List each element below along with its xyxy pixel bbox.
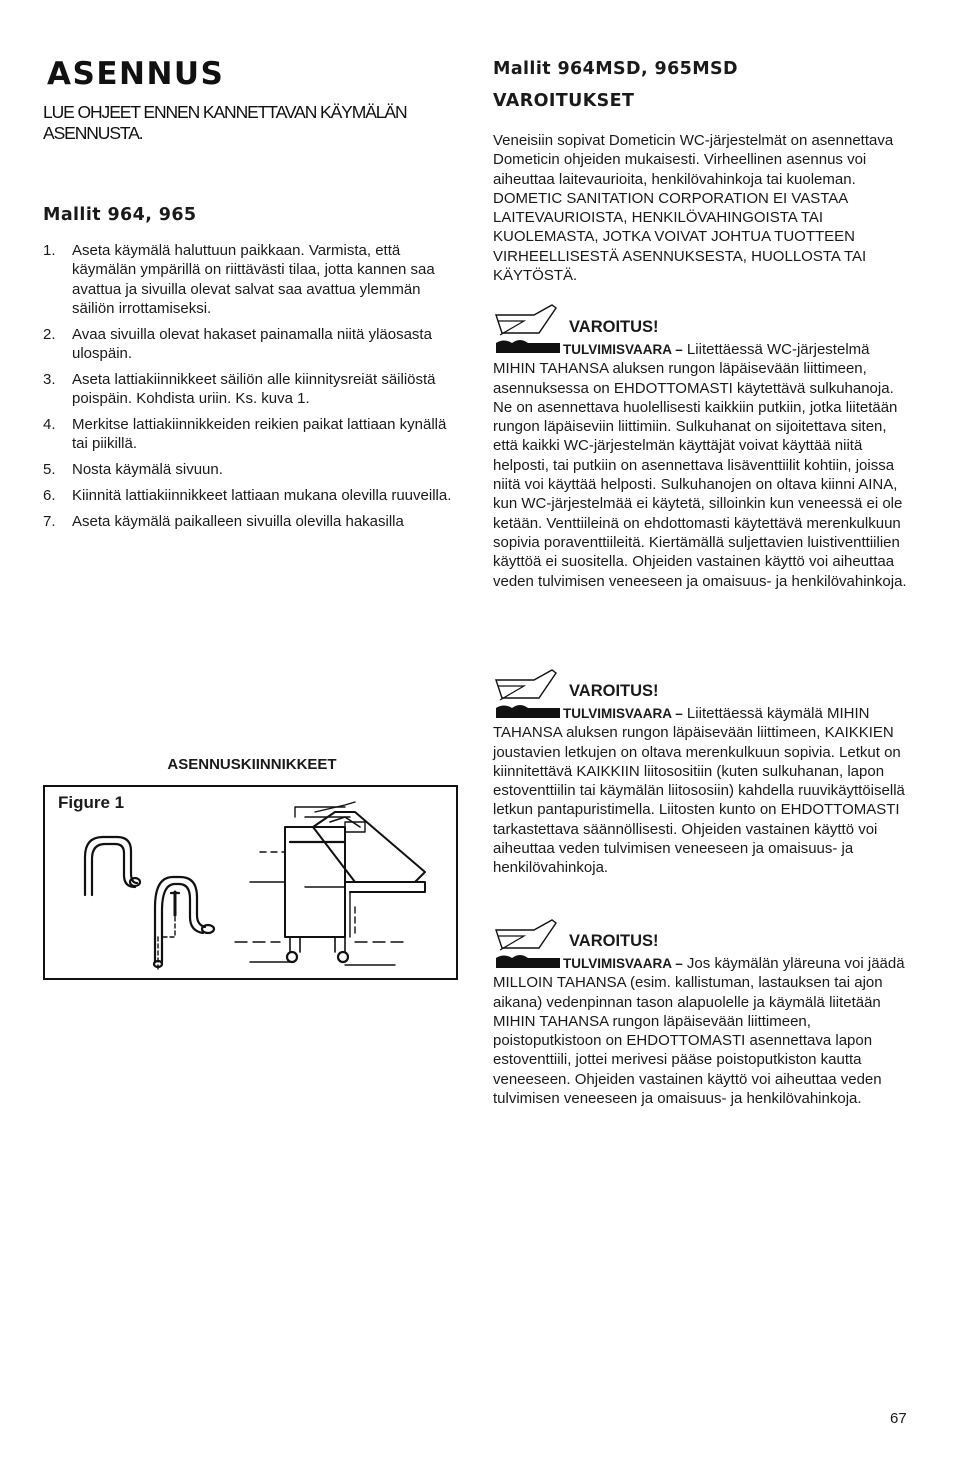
intro-instruction: LUE OHJEET ENNEN KANNETTAVAN KÄYMÄLÄN ASENNUSTA. xyxy=(43,102,407,143)
step-text: Aseta lattiakiinnikkeet säiliön alle kiinnitysreiät säiliöstä poispäin. Kohdista uriin. Ks. kuva 1. xyxy=(72,370,436,408)
step-number: 5. xyxy=(43,460,56,478)
figure-1-box xyxy=(43,785,458,980)
page-number: 67 xyxy=(890,1410,907,1427)
step-number: 2. xyxy=(43,325,56,343)
step-text: Nosta käymälä sivuun. xyxy=(72,460,223,478)
models-heading-right: Mallit 964MSD, 965MSD xyxy=(493,59,738,79)
warning-text xyxy=(493,340,911,591)
step-text: Kiinnitä lattiakiinnikkeet lattiaan mukana olevilla ruuveilla. xyxy=(72,486,452,504)
step-number: 4. xyxy=(43,415,56,433)
warning-body: Liitettäessä WC-järjestelmä MIHIN TAHANSA aluksen rungon läpäisevään liittimeen, asennuksessa on EHDOTTOMASTI käytettävä sulkuhanoja. Ne on asennettava huolellisesti kaikkiin putkiin, jotka liitetään rungon läpäiseviin liittimiin. Sulkuhanat on sijoitettava siten, että kaikki WC-järjestelmän käyttäjät voivat käyttää niitä helposti, tai putkiin on asennettava lisäventtiilit kohtiin, joissa niitä voi käyttää helposti. Sulkuhanojen on oltava kiinni AINA, kun WC-järjestelmää ei käytetä, silloinkin kun veneessä ei ole ketään. Venttiileinä on ehdottomasti käytettävä merenkulkuun sopivia poraventtiileitä. Kiertämällä suljettavien luistiventtiilien käyttöä ei suositella. Ohjeiden vastainen käyttö voi aiheuttaa veden tulvimisen veneeseen ja omaisuus- ja henkilövahinkoja. xyxy=(493,341,907,590)
warning-heading: VAROITUS! xyxy=(569,932,659,950)
step-number: 1. xyxy=(43,242,56,259)
step-number: 3. xyxy=(43,370,56,388)
step-text: Aseta käymälä haluttuun paikkaan. Varmista, että käymälän ympärillä on riittävästi tilaa, jotta kannen saa avattua ja sivuilla olevat salvat saa avattua ylemmän säiliön irrottamiseksi. xyxy=(72,242,435,317)
floor-bracket-illustration xyxy=(45,787,456,978)
warnings-intro-paragraph: Veneisiin sopivat Dometicin WC-järjestelmät on asennettava Dometicin ohjeiden mukaisesti. Virheellinen asennus voi aiheuttaa laitevaurioita, henkilövahinkoja tai kuoleman. DOMETIC SANITATION CORPORATION EI VASTAA LAITEVAURIOISTA, HENKILÖVAHINGOISTA TAI KUOLEMASTA, JOTKA VOIVAT JOHTUA TUOTTEEN VIRHEELLISESTÄ ASENNUKSESTA, HUOLLOSTA TAI KÄYTÖSTÄ. xyxy=(493,132,894,285)
warning-heading: VAROITUS! xyxy=(569,318,659,336)
list-item xyxy=(43,241,461,318)
models-heading-left: Mallit 964, 965 xyxy=(43,205,197,225)
figure-label: Figure 1 xyxy=(58,793,125,812)
list-item xyxy=(43,486,461,505)
list-item xyxy=(43,460,461,479)
page-title: ASENNUS xyxy=(47,56,225,92)
warning-lead: TULVIMISVAARA – xyxy=(563,956,683,971)
installation-steps xyxy=(43,241,461,537)
list-item xyxy=(43,370,461,409)
step-number: 6. xyxy=(43,486,56,504)
list-item xyxy=(43,512,461,531)
warning-body: Jos käymälän yläreuna voi jäädä MILLOIN TAHANSA (esim. kallistuman, lastauksen tai ajon aikana) vedenpinnan tason alapuolelle ja käymälä liitetään MIHIN TAHANSA rungon läpäisevään liittimeen, poistoputkistoon on EHDOTTOMASTI asennettava lapon estoventtiili, jottei merivesi pääse poistoputkiston kautta veneeseen. Ohjeiden vastainen käyttö voi aiheuttaa veden tulvimisen veneeseen ja omaisuus- ja henkilövahinkoja. xyxy=(493,955,905,1108)
step-number: 7. xyxy=(43,512,56,530)
list-item xyxy=(43,325,461,364)
list-item xyxy=(43,415,461,454)
warning-body: Liitettäessä käymälä MIHIN TAHANSA aluksen rungon läpäisevään liittimeen, KAIKKIEN joustavien letkujen on oltava merenkulkuun sopivia. Letkut on kiinnitettävä KAIKKIIN liitosositiin (kuten sulkuhanan, lapon estoventtiilin tai käymälän liitososiin) kahdella ruuvikäyttöisellä letkun pantapuristimella. Liitosten kunto on EHDOTTOMASTI tarkastettava säännöllisesti. Ohjeiden vastainen käyttö voi aiheuttaa veden tulvimisen veneeseen ja omaisuus- ja henkilövahinkoja. xyxy=(493,705,905,877)
step-text: Aseta käymälä paikalleen sivuilla olevilla hakasilla xyxy=(72,512,404,530)
warning-text xyxy=(493,704,911,878)
step-text: Merkitse lattiakiinnikkeiden reikien paikat lattiaan kynällä tai piikillä. xyxy=(72,415,447,453)
toilet-illustration xyxy=(285,802,425,962)
warning-lead: TULVIMISVAARA – xyxy=(563,342,683,357)
step-text: Avaa sivuilla olevat hakaset painamalla niitä yläosasta ulospäin. xyxy=(72,325,432,362)
warning-text xyxy=(493,954,911,1108)
warning-lead: TULVIMISVAARA – xyxy=(563,706,683,721)
warnings-heading: VAROITUKSET xyxy=(493,91,635,111)
warning-heading: VAROITUS! xyxy=(569,682,659,700)
figure-caption: ASENNUSKIINNIKKEET xyxy=(167,756,337,773)
